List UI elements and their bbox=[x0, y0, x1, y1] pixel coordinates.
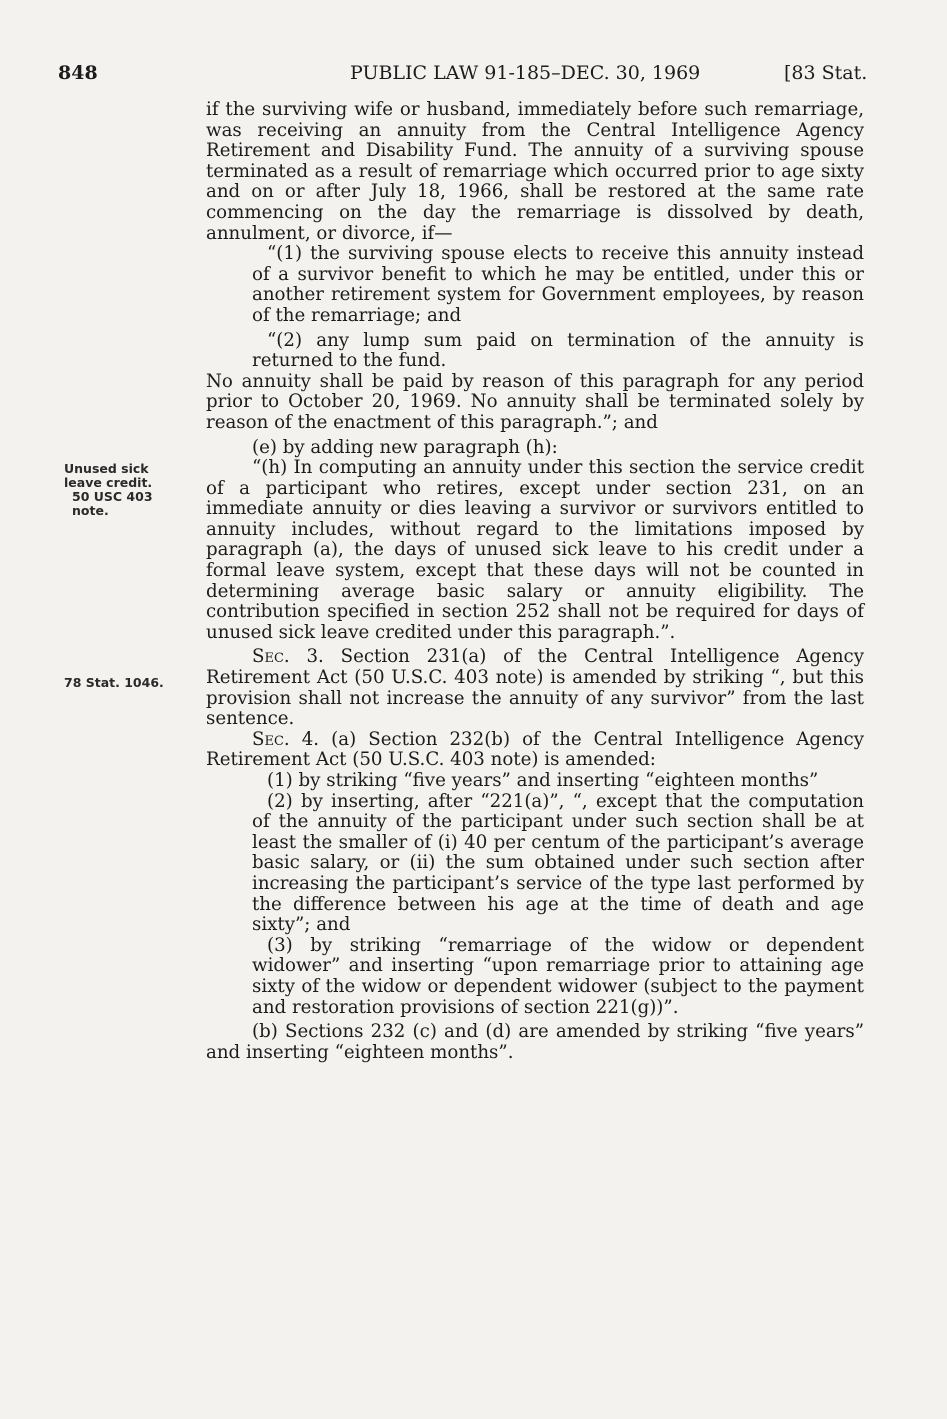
margin-note-usc-ref: 50 USC 403 note. bbox=[72, 489, 153, 518]
statute-reference: [83 Stat. bbox=[784, 62, 868, 84]
section-4-label: Sec. 4. bbox=[252, 728, 320, 750]
list-item-1-text: “(1) the surviving spouse elects to receive this annuity instead of a survivor benefit to which he may be entitled, under this or another retirement system for Government employees, by reason of the remarriage; and bbox=[252, 243, 864, 326]
section-4-item-1-text: (1) by striking “five years” and inserting “eighteen months” bbox=[267, 770, 819, 791]
section-4 bbox=[206, 730, 864, 771]
margin-note-stat-ref: 78 Stat. 1046. bbox=[64, 675, 164, 690]
list-item-2-text: “(2) any lump sum paid on termination of the annuity is returned to the fund. bbox=[252, 329, 864, 372]
section-4-item-2-text: (2) by inserting, after “221(a)”, “, except that the computation of the annuity of the participant under such section shall be at least the smaller of (i) 40 per centum of the participant’s average basic salary, or (ii) the sum obtained under such section after increasing the participant’s service of the type last performed by the difference between his age at the time of death and age sixty”; and bbox=[252, 790, 864, 936]
section-4-b: (b) Sections 232 (c) and (d) are amended by striking “five years” and inserting “eighteen months”. bbox=[206, 1021, 864, 1063]
section-4-item-2 bbox=[206, 792, 864, 936]
paragraph-h: “(h) In computing an annuity under this section the service credit of a participant who retires, except under section 231, on an immediate annuity or dies leaving a survivor or survivors entitled to annuity includes, without regard to the limitations imposed by paragraph (a), the days of unused sick leave to his credit under a formal leave system, except that these days will not be counted in determining average basic salary or annuity eligibility. The contribution specified in section 252 shall not be required for days of unused sick leave credited under this paragraph.”. bbox=[206, 457, 864, 643]
margin-note-unused-sick-leave-text: Unused sick leave credit. bbox=[64, 461, 153, 490]
section-4-item-3-text: (3) by striking “remarriage of the widow or dependent widower” and inserting “upon remarriage prior to attaining age sixty of the widow or dependent widower (subject to the payment and restoration provisions of section 221(g))”. bbox=[252, 934, 864, 1018]
page-number: 848 bbox=[58, 62, 98, 84]
section-4-item-3 bbox=[206, 936, 864, 1018]
running-title: PUBLIC LAW 91-185–DEC. 30, 1969 bbox=[350, 62, 701, 84]
list-item-2 bbox=[206, 331, 864, 372]
paragraph-no-annuity: No annuity shall be paid by reason of this paragraph for any period prior to October 20, 1969. No annuity shall be terminated solely by reason of the enactment of this paragraph.”; and bbox=[206, 370, 864, 433]
section-3-label: Sec. 3. bbox=[252, 646, 324, 668]
paragraph-remarriage: if the surviving wife or husband, immediately before such remarriage, was receiving an annuity from the Central Intelligence Agency Retirement and Disability Fund. The annuity of a surviving spouse terminated as a result of remarriage which occurred prior to age sixty and on or after July 18, 1966, shall be restored at the same rate commencing on the day the remarriage is dissolved by death, annulment, or divorce, if— bbox=[206, 99, 864, 244]
section-4-text: (a) Section 232(b) of the Central Intelligence Agency Retirement Act (50 U.S.C. 403 note) is amended: bbox=[206, 728, 865, 771]
margin-note-unused-sick-leave bbox=[64, 462, 182, 518]
section-3 bbox=[206, 647, 864, 729]
body-text bbox=[206, 100, 864, 1063]
section-4-item-1 bbox=[206, 771, 864, 792]
section-3-text: Section 231(a) of the Central Intelligence Agency Retirement Act (50 U.S.C. 403 note) is amended by striking “, but this provision shall not increase the annuity of any survivor” from the last sentence. bbox=[206, 646, 864, 730]
list-item-1 bbox=[206, 244, 864, 326]
paragraph-adding-h: (e) by adding new paragraph (h): bbox=[252, 436, 558, 458]
